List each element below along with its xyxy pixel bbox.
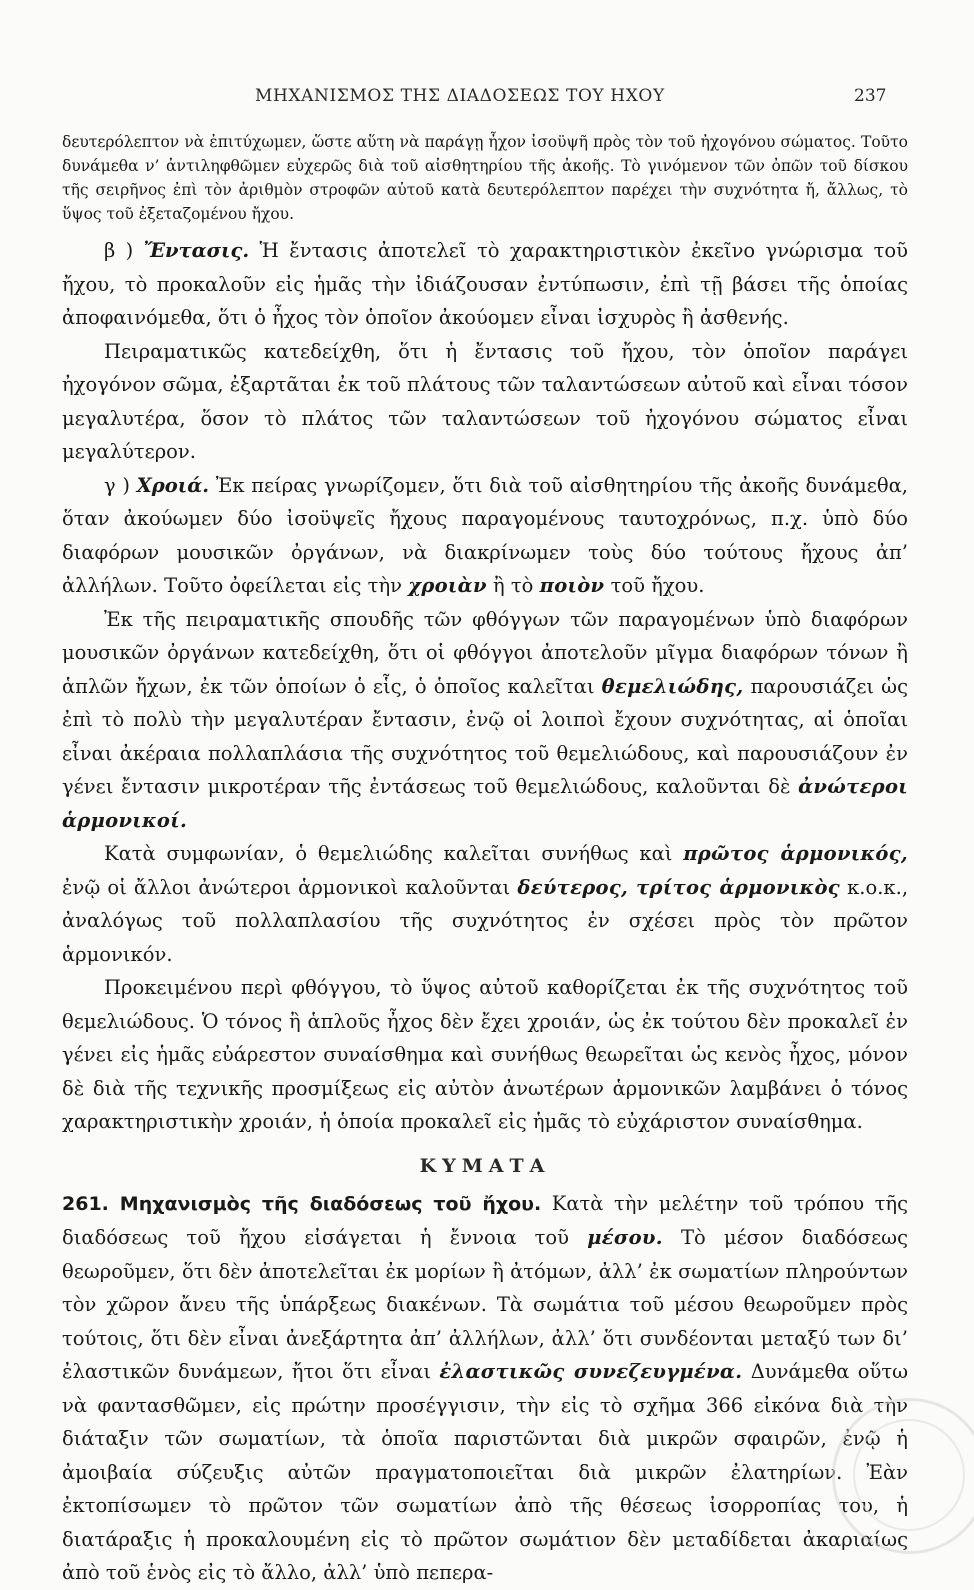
s261-text-a: Κατὰ τὴν μελέτην τοῦ τρόπου τῆς διαδόσεως τοῦ ἤχου εἰσάγεται ἡ ἔννοια τοῦ bbox=[62, 1191, 909, 1249]
emph-medium: μέσου. bbox=[587, 1226, 663, 1249]
library-stamp-ring bbox=[853, 1419, 965, 1531]
timbre-text-a: Ἐκ πείρας γνωρίζομεν, ὅτι διὰ τοῦ αἰσθητηρίου τῆς ἀκοῆς δυνάμεθα, ὅταν ἀκούωμεν δύο ἰσοϋψεῖς ἤχους παραγομένους ταυτοχρόνως, π.χ. ὑπὸ δύο διαφόρων μουσικῶν ὀργάνων, νὰ διακρίνωμεν τοὺς δύο τούτους ἤχους ἀπ’ ἀλλήλων. Τοῦτο ὀφείλεται εἰς τὴν bbox=[62, 473, 908, 597]
paragraph-siren: δευτερόλεπτον νὰ ἐπιτύχωμεν, ὥστε αὕτη νὰ παράγῃ ἦχον ἰσοϋψῆ πρὸς τὸν τοῦ ἠχογόνου σώματος. Τοῦτο δυνάμεθα ν’ ἀντιληφθῶμεν εὐχερῶς διὰ τοῦ αἰσθητηρίου τῆς ἀκοῆς. Τὸ γινόμενον τῶν ὀπῶν τοῦ δίσκου τῆς σειρῆνος ἐπὶ τὸν ἀριθμὸν στροφῶν αὐτοῦ κατὰ δευτερόλεπτον παρέχει τὴν συχνότητα ἤ, ἄλλως, τὸ ὕψος τοῦ ἐξεταζομένου ἤχου. bbox=[62, 133, 908, 223]
harm-text-a: Ἐκ τῆς πειραματικῆς σπουδῆς τῶν φθόγγων τῶν παραγομένων ὑπὸ διαφόρων μουσικῶν ὀργάνων κατεδείχθη, ὅτι οἱ φθόγγοι ἀποτελοῦν μῖγμα διαφόρων τόνων ἢ ἁπλῶν ἤχων, ἐκ τῶν ὁποίων ὁ εἷς, ὁ ὁποῖος καλεῖται bbox=[62, 607, 908, 698]
paragraph-tone: Προκειμένου περὶ φθόγγου, τὸ ὕψος αὐτοῦ καθορίζεται ἐκ τῆς συχνότητος τοῦ θεμελιώδους. Ὁ τόνος ἢ ἁπλοῦς ἦχος δὲν ἔχει χροιάν, ὡς ἐκ τούτου δὲν προκαλεῖ ἐν γένει εἰς ἡμᾶς εὐάρεστον συναίσθημα καὶ συνήθως θεωρεῖται ὡς κενὸς ἦχος, μόνον δὲ διὰ τῆς τεχνικῆς προσμίξεως εἰς αὐτὸν ἀνωτέρων ἁρμονικῶν λαμβάνει ὁ τόνος χαρακτηριστικὴν χροιάν, ἡ ὁποία προκαλεῖ εἰς ἡμᾶς τὸ εὐχάριστον συναίσθημα. bbox=[62, 976, 908, 1133]
s261-text-c: Δυνάμεθα οὕτω νὰ φαντασθῶμεν, εἰς πρώτην προσέγγισιν, τὴν εἰς τὸ σχῆμα 366 εἰκόνα διὰ τὴν διάταξιν τῶν σωματίων, τὰ ὁποῖα παριστῶνται διὰ μικρῶν σφαιρῶν, ἐνῷ ἡ ἀμοιβαία σύζευξις αὐτῶν πραγματοποιεῖται διὰ μικρῶν ἐλατηρίων. Ἐὰν ἐκτοπίσωμεν τὸ πρῶτον τῶν σωματίων ἀπὸ τῆς θέσεως ἰσορροπίας του, ἡ διατάραξις ἡ προκαλουμένη εἰς τὸ πρῶτον σωμάτιον δὲν μεταδίδεται ἀκαριαίως ἀπὸ τοῦ ἑνὸς εἰς τὸ ἄλλο, ἀλλ’ ὑπὸ πεπερα- bbox=[62, 1360, 909, 1584]
page-body bbox=[62, 130, 908, 1590]
running-title: ΜΗΧΑΝΙΣΜΟΣ ΤΗΣ ΔΙΑΔΟΣΕΩΣ ΤΟΥ ΗΧΟΥ bbox=[255, 86, 665, 106]
emph-timbre: χροιὰν bbox=[408, 574, 487, 597]
paragraph-intensity bbox=[62, 234, 908, 335]
intensity-text: Ἡ ἔντασις ἀποτελεῖ τὸ χαρακτηριστικὸν ἐκεῖνο γνώρισμα τοῦ ἤχου, τὸ προκαλοῦν εἰς ἡμᾶς τὴν ἰδιάζουσαν ἐντύπωσιν, ἐπὶ τῇ βάσει τῆς ὁποίας ἀποφαινόμεθα, ὅτι ὁ ἦχος τὸν ὁποῖον ἀκούομεν εἶναι ἰσχυρὸς ἢ ἀσθενής. bbox=[62, 239, 908, 329]
conv-text-b: ἐνῷ οἱ ἄλλοι ἀνώτεροι ἁρμονικοὶ καλοῦνται bbox=[62, 875, 511, 899]
conv-text-a: Κατὰ συμφωνίαν, ὁ θεμελιώδης καλεῖται συνήθως καὶ bbox=[104, 842, 673, 865]
page-number: 237 bbox=[854, 86, 887, 106]
timbre-text-c: τοῦ ἤχου. bbox=[610, 574, 705, 597]
emph-first-harmonic: πρῶτος ἁρμονικός, bbox=[683, 842, 909, 865]
paragraph-harmonics bbox=[62, 603, 908, 838]
emph-upper-harmonics: ἀνώτεροι ἁρμονικοί. bbox=[62, 775, 908, 832]
timbre-text-b: ἢ τὸ bbox=[493, 574, 534, 597]
section-261-heading: 261. Μηχανισμὸς τῆς διαδόσεως τοῦ ἤχου. bbox=[62, 1192, 542, 1215]
emph-fundamental: θεμελιώδης, bbox=[601, 674, 744, 698]
harm-text-b: παρουσιάζει ὡς ἐπὶ τὸ πολὺ τὴν μεγαλυτέραν ἔντασιν, ἐνῷ οἱ λοιποὶ ἔχουν συχνότητας, αἱ ὁποῖαι εἶναι ἀκέραια πολλαπλάσια τῆς συχνότητος τοῦ θεμελιώδους, καὶ παρουσιάζουν ἐν γένει ἔντασιν μικροτέραν τῆς ἐντάσεως τοῦ θεμελιώδους, καλοῦνται δὲ bbox=[62, 674, 909, 798]
paragraph-convention bbox=[62, 837, 908, 971]
section-title: ΚΥΜΑΤΑ bbox=[419, 1154, 551, 1177]
library-stamp bbox=[832, 1398, 974, 1554]
emph-second-third: δεύτερος, τρίτος ἁρμονικὸς bbox=[517, 875, 840, 899]
term-intensity: Ἔντασις. bbox=[143, 239, 250, 262]
emph-quality: ποιὸν bbox=[539, 574, 605, 597]
paragraph-timbre bbox=[62, 469, 908, 603]
paragraph-261 bbox=[62, 1187, 908, 1590]
term-timbre: Χροιά. bbox=[136, 473, 210, 497]
conv-text-c: κ.ο.κ., ἀναλόγως τοῦ πολλαπλασίου τῆς συχνότητος ἐν σχέσει πρὸς τὸν πρῶτον ἁρμονικόν. bbox=[62, 875, 909, 966]
item-label-gamma: γ ) bbox=[104, 473, 130, 497]
page-header bbox=[0, 86, 974, 116]
emph-elastic-coupled: ἐλαστικῶς συνεζευγμένα. bbox=[439, 1360, 743, 1383]
paragraph-experiment: Πειραματικῶς κατεδείχθη, ὅτι ἡ ἔντασις τοῦ ἤχου, τὸν ὁποῖον παράγει ἠχογόνον σῶμα, ἐξαρτᾶται ἐκ τοῦ πλάτους τῶν ταλαντώσεων αὐτοῦ καὶ εἶναι τόσον μεγαλυτέρα, ὅσον τὸ πλάτος τῶν ταλαντώσεων τοῦ ἠχογόνου σώματος εἶναι μεγαλύτερον. bbox=[62, 339, 908, 463]
item-label-beta: β ) bbox=[104, 239, 134, 262]
s261-text-b: Τὸ μέσον διαδόσεως θεωροῦμεν, ὅτι δὲν ἀποτελεῖται ἐκ μορίων ἢ ἀτόμων, ἀλλ’ ἐκ σωματίων πληρούντων τὸν χῶρον ἄνευ τῆς ὑπάρξεως διακένων. Τὰ σωμάτια τοῦ μέσου θεωροῦμεν πρὸς τούτοις, ὅτι δὲν εἶναι ἀνεξάρτητα ἀπ’ ἀλλήλων, ἀλλ’ ὅτι συνδέονται μεταξύ των δι’ ἐλαστικῶν δυνάμεων, ἤτοι ὅτι εἶναι bbox=[62, 1226, 908, 1383]
